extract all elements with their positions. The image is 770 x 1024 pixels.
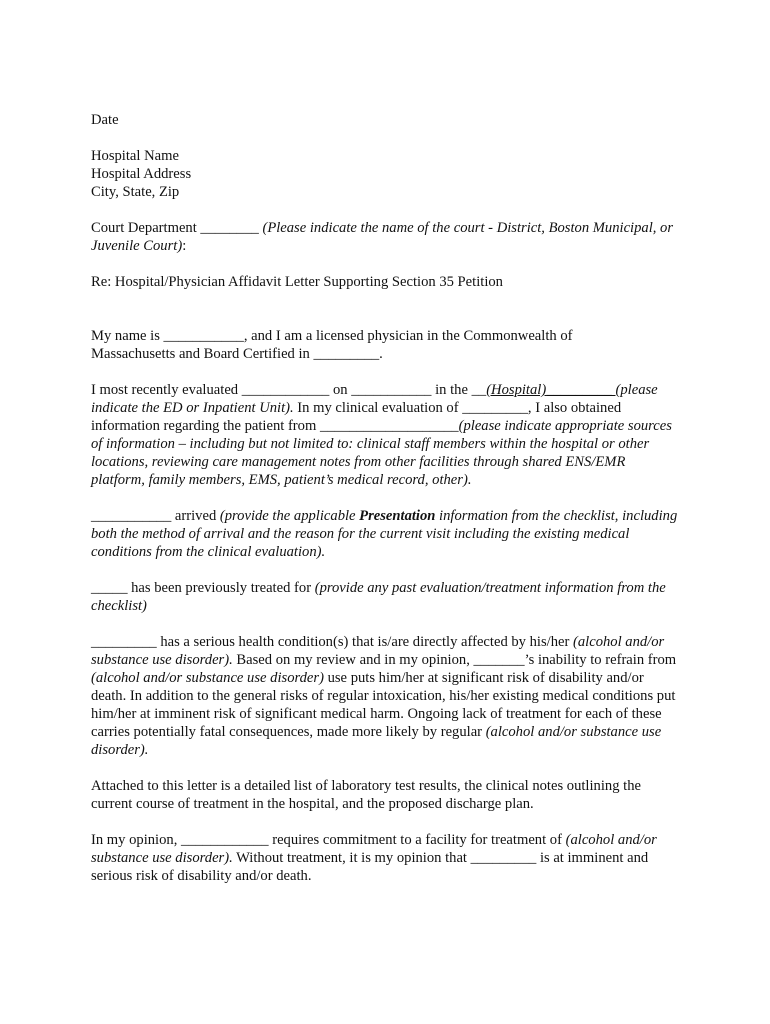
evaluation-note-2: (please indicate appropriate sources of information – including but not limited to: clinical staff members within the hospital or other locations, reviewing care management notes from other facilities through shared ENS/EMR platform, family members, EMS, patient’s medical record, other). [91,418,672,488]
hospital-address-block [91,147,681,201]
condition-text-2: Based on my review and in my opinion, _______’s inability to refrain from [232,652,677,668]
evaluation-text-2: In my clinical evaluation of _________, I also obtained information regarding the patient from ___________________ [91,400,622,434]
hospital-name: Hospital Name [91,148,179,164]
paragraph-physician-name [91,327,681,363]
letter-page [91,111,681,885]
evaluation-blank: _________ [546,382,616,398]
paragraph-previous-treatment [91,579,681,615]
opinion-note: (alcohol and/or substance use disorder). [91,832,657,866]
paragraph-evaluation [91,381,681,489]
condition-text-1: _________ has a serious health condition(s) that is/are directly affected by his/her [91,634,573,650]
physician-line-1: My name is ___________, and I am a licensed physician in the Commonwealth of [91,328,573,344]
city-state-zip: City, State, Zip [91,184,180,200]
court-instruction: (Please indicate the name of the court - District, Boston Municipal, or Juvenile Court) [91,220,674,254]
hospital-address: Hospital Address [91,166,192,182]
court-department-line [91,219,681,255]
presentation-text: ___________ arrived [91,508,220,524]
presentation-note-1: (provide the applicable [219,508,360,524]
presentation-bold: Presentation [359,508,436,524]
condition-note-2: (alcohol and/or substance use disorder) [91,670,324,686]
court-colon: : [182,238,187,254]
paragraph-health-condition [91,633,681,759]
condition-note-1: (alcohol and/or substance use disorder). [91,634,665,668]
evaluation-note-1: (please indicate the ED or Inpatient Unit). [91,382,658,416]
opinion-text-2: Without treatment, it is my opinion that _________ is at imminent and serious risk of disability and/or death. [91,850,649,884]
previous-treatment-text: _____ has been previously treated for [91,580,315,596]
hospital-placeholder: (Hospital) [486,382,547,398]
court-label: Court Department ________ [91,220,263,236]
condition-note-3: (alcohol and/or substance use disorder). [91,724,662,758]
condition-text-3: use puts him/her at significant risk of disability and/or death. In addition to the general risks of regular intoxication, his/her existing medical conditions put him/her at imminent risk of significant medical harm. Ongoing lack of treatment for each of these carries potentially fatal consequences, made more likely by regular [91,670,676,740]
evaluation-text-1: I most recently evaluated ____________ on ___________ in the __ [91,382,487,398]
paragraph-presentation [91,507,681,561]
paragraph-opinion [91,831,681,885]
previous-treatment-note: (provide any past evaluation/treatment information from the checklist) [91,580,666,614]
opinion-text-1: In my opinion, ____________ requires commitment to a facility for treatment of [91,832,566,848]
re-line: Re: Hospital/Physician Affidavit Letter Supporting Section 35 Petition [91,274,503,290]
paragraph-attachments: Attached to this letter is a detailed list of laboratory test results, the clinical notes outlining the current course of treatment in the hospital, and the proposed discharge plan. [91,778,641,812]
physician-line-2: Massachusetts and Board Certified in _________. [91,346,383,362]
presentation-note-2: information from the checklist, including both the method of arrival and the reason for the current visit including the existing medical conditions from the clinical evaluation). [91,508,678,560]
date-line: Date [91,112,119,128]
